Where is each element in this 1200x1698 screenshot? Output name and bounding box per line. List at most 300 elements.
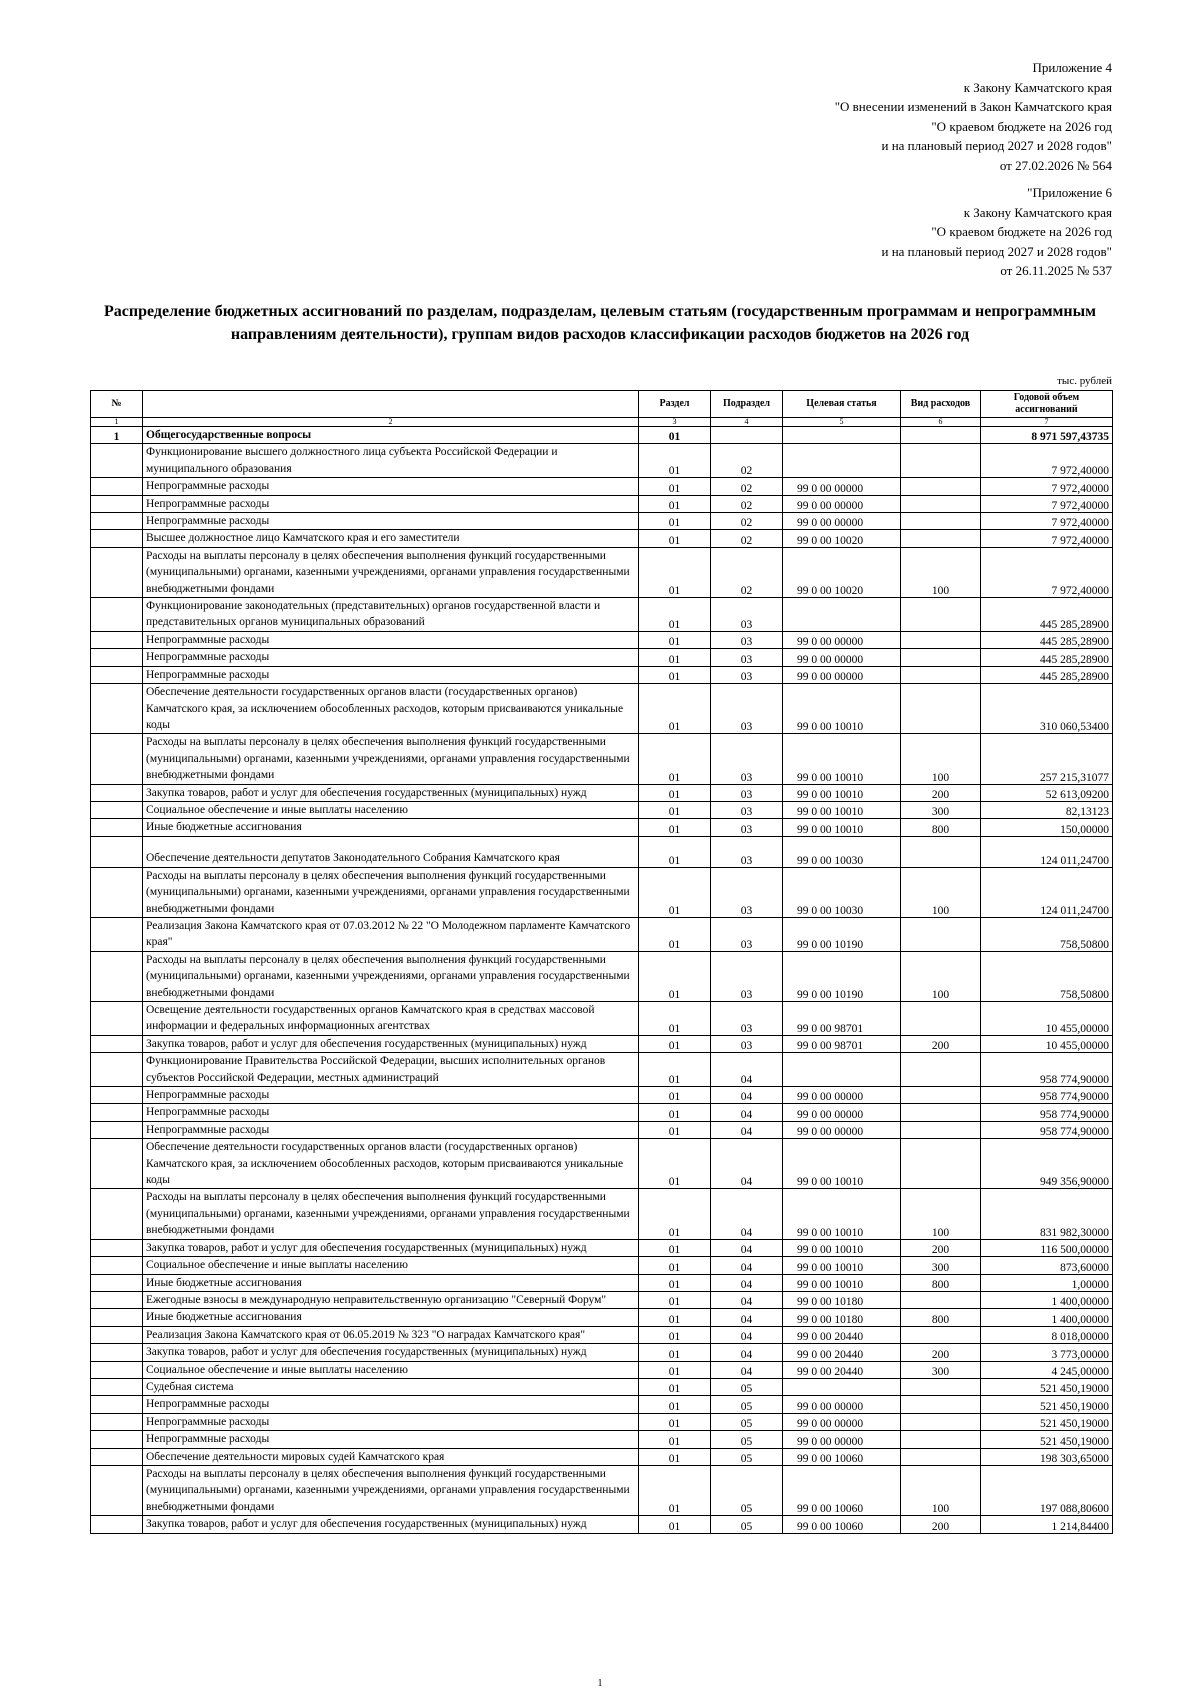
row-expense-type: 200 <box>901 1239 981 1256</box>
header-line: от 26.11.2025 № 537 <box>1000 263 1112 278</box>
row-target-article <box>783 444 901 478</box>
row-number <box>91 1002 143 1036</box>
row-name: Непрограммные расходы <box>143 666 639 683</box>
row-number <box>91 784 143 801</box>
row-target-article: 99 0 00 98701 <box>783 1002 901 1036</box>
row-name: Закупка товаров, работ и услуг для обеспечения государственных (муниципальных) нужд <box>143 1344 639 1361</box>
row-name: Реализация Закона Камчатского края от 07.03.2012 № 22 "О Молодежном парламенте Камчатского края" <box>143 917 639 951</box>
row-razdel: 01 <box>639 1431 711 1448</box>
row-number <box>91 598 143 632</box>
row-expense-type <box>901 1087 981 1104</box>
row-razdel: 01 <box>639 1448 711 1465</box>
table-row <box>91 1378 1113 1395</box>
row-number <box>91 1189 143 1239</box>
row-razdel: 01 <box>639 598 711 632</box>
table-row <box>91 836 1113 867</box>
row-expense-type: 100 <box>901 734 981 784</box>
row-name: Функционирование Правительства Российской Федерации, высших исполнительных органов субъектов Российской Федерации, местных администраций <box>143 1053 639 1087</box>
row-expense-type: 800 <box>901 1274 981 1291</box>
row-target-article: 99 0 00 00000 <box>783 495 901 512</box>
row-number <box>91 1344 143 1361</box>
table-header-row <box>91 391 1113 418</box>
row-amount: 445 285,28900 <box>981 598 1113 632</box>
row-expense-type: 300 <box>901 801 981 818</box>
row-number <box>91 1291 143 1308</box>
table-row <box>91 547 1113 597</box>
row-podrazdel: 05 <box>711 1448 783 1465</box>
row-target-article: 99 0 00 20440 <box>783 1326 901 1343</box>
row-podrazdel: 05 <box>711 1431 783 1448</box>
row-number <box>91 1239 143 1256</box>
row-podrazdel: 04 <box>711 1104 783 1121</box>
row-razdel: 01 <box>639 1396 711 1413</box>
row-target-article: 99 0 00 00000 <box>783 1396 901 1413</box>
row-target-article: 99 0 00 00000 <box>783 513 901 530</box>
row-name: Функционирование высшего должностного лица субъекта Российской Федерации и муниципального образования <box>143 444 639 478</box>
table-row <box>91 784 1113 801</box>
units-label: тыс. рублей <box>1057 375 1112 387</box>
header-line: "О внесении изменений в Закон Камчатского края <box>834 99 1112 114</box>
row-podrazdel: 03 <box>711 598 783 632</box>
row-razdel: 01 <box>639 1326 711 1343</box>
header-name <box>143 391 639 418</box>
row-number <box>91 836 143 867</box>
table-row <box>91 734 1113 784</box>
row-number <box>91 819 143 836</box>
row-number <box>91 1378 143 1395</box>
row-target-article: 99 0 00 10010 <box>783 734 901 784</box>
row-number <box>91 1465 143 1515</box>
row-podrazdel <box>711 427 783 444</box>
header-target-article: Целевая статья <box>783 391 901 418</box>
column-number: 2 <box>143 418 639 427</box>
header-annual-amount: Годовой объем ассигнований <box>981 391 1113 418</box>
table-row <box>91 1257 1113 1274</box>
row-expense-type <box>901 513 981 530</box>
row-podrazdel: 02 <box>711 444 783 478</box>
row-amount: 958 774,90000 <box>981 1121 1113 1138</box>
row-amount: 7 972,40000 <box>981 547 1113 597</box>
row-razdel: 01 <box>639 495 711 512</box>
table-row <box>91 495 1113 512</box>
row-expense-type: 100 <box>901 951 981 1001</box>
table-row <box>91 1035 1113 1052</box>
row-amount: 8 018,00000 <box>981 1326 1113 1343</box>
row-name: Закупка товаров, работ и услуг для обеспечения государственных (муниципальных) нужд <box>143 1239 639 1256</box>
row-number <box>91 649 143 666</box>
row-number <box>91 1087 143 1104</box>
row-target-article: 99 0 00 10190 <box>783 951 901 1001</box>
row-amount: 521 450,19000 <box>981 1413 1113 1430</box>
header-expense-type: Вид расходов <box>901 391 981 418</box>
table-row <box>91 1002 1113 1036</box>
row-podrazdel: 02 <box>711 513 783 530</box>
column-number: 3 <box>639 418 711 427</box>
row-amount: 7 972,40000 <box>981 495 1113 512</box>
row-target-article: 99 0 00 10030 <box>783 867 901 917</box>
table-row <box>91 598 1113 632</box>
header-line: и на плановый период 2027 и 2028 годов" <box>881 138 1112 153</box>
row-razdel: 01 <box>639 427 711 444</box>
row-razdel: 01 <box>639 1053 711 1087</box>
table-row <box>91 801 1113 818</box>
row-podrazdel: 02 <box>711 495 783 512</box>
row-podrazdel: 05 <box>711 1396 783 1413</box>
row-razdel: 01 <box>639 666 711 683</box>
row-target-article: 99 0 00 00000 <box>783 1087 901 1104</box>
row-target-article: 99 0 00 10030 <box>783 836 901 867</box>
row-amount: 4 245,00000 <box>981 1361 1113 1378</box>
row-amount: 52 613,09200 <box>981 784 1113 801</box>
row-razdel: 01 <box>639 1413 711 1430</box>
row-amount: 7 972,40000 <box>981 478 1113 495</box>
row-amount: 445 285,28900 <box>981 649 1113 666</box>
row-podrazdel: 05 <box>711 1516 783 1533</box>
row-target-article <box>783 427 901 444</box>
row-razdel: 01 <box>639 631 711 648</box>
header-podrazdel: Подраздел <box>711 391 783 418</box>
table-row <box>91 513 1113 530</box>
row-expense-type <box>901 631 981 648</box>
row-amount: 521 450,19000 <box>981 1396 1113 1413</box>
row-name: Непрограммные расходы <box>143 1121 639 1138</box>
row-amount: 3 773,00000 <box>981 1344 1113 1361</box>
row-razdel: 01 <box>639 1465 711 1515</box>
row-podrazdel: 04 <box>711 1309 783 1326</box>
row-podrazdel: 03 <box>711 631 783 648</box>
row-razdel: 01 <box>639 1291 711 1308</box>
row-amount: 958 774,90000 <box>981 1087 1113 1104</box>
row-amount: 82,13123 <box>981 801 1113 818</box>
row-razdel: 01 <box>639 1257 711 1274</box>
table-row <box>91 1413 1113 1430</box>
row-number <box>91 1448 143 1465</box>
row-target-article: 99 0 00 10010 <box>783 1189 901 1239</box>
row-expense-type: 200 <box>901 1035 981 1052</box>
row-number <box>91 1516 143 1533</box>
row-razdel: 01 <box>639 801 711 818</box>
row-podrazdel: 05 <box>711 1378 783 1395</box>
row-number <box>91 734 143 784</box>
row-razdel: 01 <box>639 1378 711 1395</box>
row-podrazdel: 04 <box>711 1344 783 1361</box>
table-row <box>91 1291 1113 1308</box>
row-target-article <box>783 598 901 632</box>
row-target-article: 99 0 00 10020 <box>783 530 901 547</box>
table-row <box>91 666 1113 683</box>
row-expense-type <box>901 1104 981 1121</box>
row-expense-type <box>901 444 981 478</box>
row-number <box>91 495 143 512</box>
row-name: Расходы на выплаты персоналу в целях обеспечения выполнения функций государственными (муниципальными) органами, казенными учреждениями, органами управления государственными внебюджетными фондами <box>143 951 639 1001</box>
row-target-article: 99 0 00 10010 <box>783 801 901 818</box>
table-row <box>91 1239 1113 1256</box>
row-expense-type <box>901 1002 981 1036</box>
row-target-article: 99 0 00 00000 <box>783 631 901 648</box>
row-expense-type <box>901 1431 981 1448</box>
row-number <box>91 801 143 818</box>
row-target-article: 99 0 00 10010 <box>783 819 901 836</box>
row-expense-type <box>901 1291 981 1308</box>
table-row <box>91 819 1113 836</box>
row-target-article: 99 0 00 10180 <box>783 1291 901 1308</box>
table-row <box>91 649 1113 666</box>
row-podrazdel: 03 <box>711 819 783 836</box>
row-amount: 1,00000 <box>981 1274 1113 1291</box>
column-number: 4 <box>711 418 783 427</box>
row-razdel: 01 <box>639 513 711 530</box>
row-name: Социальное обеспечение и иные выплаты населению <box>143 801 639 818</box>
row-amount: 1 214,84400 <box>981 1516 1113 1533</box>
row-number <box>91 513 143 530</box>
row-razdel: 01 <box>639 649 711 666</box>
row-razdel: 01 <box>639 784 711 801</box>
row-name: Расходы на выплаты персоналу в целях обеспечения выполнения функций государственными (муниципальными) органами, казенными учреждениями, органами управления государственными внебюджетными фондами <box>143 1189 639 1239</box>
row-expense-type <box>901 1121 981 1138</box>
row-name: Непрограммные расходы <box>143 513 639 530</box>
row-razdel: 01 <box>639 1002 711 1036</box>
row-target-article: 99 0 00 00000 <box>783 1104 901 1121</box>
row-expense-type: 100 <box>901 867 981 917</box>
row-podrazdel: 03 <box>711 649 783 666</box>
row-amount: 1 400,00000 <box>981 1291 1113 1308</box>
row-name: Расходы на выплаты персоналу в целях обеспечения выполнения функций государственными (муниципальными) органами, казенными учреждениями, органами управления государственными внебюджетными фондами <box>143 547 639 597</box>
header-line: "Приложение 6 <box>1027 185 1112 200</box>
row-podrazdel: 03 <box>711 951 783 1001</box>
row-podrazdel: 04 <box>711 1053 783 1087</box>
row-razdel: 01 <box>639 1516 711 1533</box>
row-expense-type <box>901 649 981 666</box>
row-razdel: 01 <box>639 951 711 1001</box>
row-podrazdel: 02 <box>711 530 783 547</box>
row-razdel: 01 <box>639 836 711 867</box>
row-expense-type <box>901 1396 981 1413</box>
table-row <box>91 1309 1113 1326</box>
row-expense-type <box>901 1413 981 1430</box>
row-razdel: 01 <box>639 734 711 784</box>
row-target-article: 99 0 00 10010 <box>783 1257 901 1274</box>
row-amount: 958 774,90000 <box>981 1104 1113 1121</box>
table-row <box>91 1344 1113 1361</box>
column-number: 1 <box>91 418 143 427</box>
row-name: Непрограммные расходы <box>143 495 639 512</box>
row-expense-type: 800 <box>901 819 981 836</box>
page-number: 1 <box>597 1678 603 1689</box>
row-name: Освещение деятельности государственных органов Камчатского края в средствах массовой информации и федеральных информационных агентствах <box>143 1002 639 1036</box>
row-name: Непрограммные расходы <box>143 649 639 666</box>
row-target-article: 99 0 00 00000 <box>783 1413 901 1430</box>
row-razdel: 01 <box>639 1035 711 1052</box>
table-row <box>91 1448 1113 1465</box>
row-expense-type <box>901 684 981 734</box>
row-number <box>91 478 143 495</box>
row-amount: 958 774,90000 <box>981 1053 1113 1087</box>
row-amount: 198 303,65000 <box>981 1448 1113 1465</box>
table-row <box>91 867 1113 917</box>
row-target-article: 99 0 00 10060 <box>783 1465 901 1515</box>
row-podrazdel: 04 <box>711 1326 783 1343</box>
row-name: Непрограммные расходы <box>143 631 639 648</box>
row-razdel: 01 <box>639 1274 711 1291</box>
row-expense-type: 300 <box>901 1361 981 1378</box>
row-podrazdel: 03 <box>711 684 783 734</box>
row-razdel: 01 <box>639 867 711 917</box>
table-row <box>91 951 1113 1001</box>
row-number <box>91 1431 143 1448</box>
row-target-article: 99 0 00 10010 <box>783 784 901 801</box>
row-number <box>91 1309 143 1326</box>
table-row <box>91 631 1113 648</box>
column-number: 7 <box>981 418 1113 427</box>
row-amount: 7 972,40000 <box>981 530 1113 547</box>
row-name: Высшее должностное лицо Камчатского края и его заместители <box>143 530 639 547</box>
row-razdel: 01 <box>639 1344 711 1361</box>
table-row <box>91 1274 1113 1291</box>
header-line: к Закону Камчатского края <box>963 79 1112 95</box>
row-podrazdel: 02 <box>711 478 783 495</box>
table-row <box>91 1465 1113 1515</box>
row-target-article: 99 0 00 98701 <box>783 1035 901 1052</box>
row-name: Социальное обеспечение и иные выплаты населению <box>143 1361 639 1378</box>
row-expense-type <box>901 1326 981 1343</box>
row-target-article: 99 0 00 10060 <box>783 1516 901 1533</box>
appendix-header <box>835 58 1112 175</box>
row-target-article: 99 0 00 00000 <box>783 666 901 683</box>
row-expense-type: 100 <box>901 1189 981 1239</box>
row-amount: 116 500,00000 <box>981 1239 1113 1256</box>
row-number: 1 <box>91 427 143 444</box>
row-podrazdel: 04 <box>711 1291 783 1308</box>
row-razdel: 01 <box>639 530 711 547</box>
row-amount: 1 400,00000 <box>981 1309 1113 1326</box>
column-number: 5 <box>783 418 901 427</box>
header-line: и на плановый период 2027 и 2028 годов" <box>881 243 1112 259</box>
table-row <box>91 1361 1113 1378</box>
row-expense-type <box>901 427 981 444</box>
table-body <box>91 427 1113 1534</box>
row-number <box>91 867 143 917</box>
row-target-article: 99 0 00 10010 <box>783 684 901 734</box>
row-amount: 310 060,53400 <box>981 684 1113 734</box>
row-number <box>91 1139 143 1189</box>
row-razdel: 01 <box>639 478 711 495</box>
header-line: Приложение 4 <box>1032 60 1112 75</box>
row-number <box>91 1396 143 1413</box>
row-amount: 257 215,31077 <box>981 734 1113 784</box>
row-razdel: 01 <box>639 547 711 597</box>
column-number: 6 <box>901 418 981 427</box>
header-razdel: Раздел <box>639 391 711 418</box>
header-line: "О краевом бюджете на 2026 год <box>931 118 1112 134</box>
row-podrazdel: 04 <box>711 1274 783 1291</box>
row-name: Расходы на выплаты персоналу в целях обеспечения выполнения функций государственными (муниципальными) органами, казенными учреждениями, органами управления государственными внебюджетными фондами <box>143 1465 639 1515</box>
row-podrazdel: 03 <box>711 1002 783 1036</box>
table-row <box>91 1104 1113 1121</box>
row-name: Ежегодные взносы в международную неправительственную организацию "Северный Форум" <box>143 1291 639 1308</box>
table-row <box>91 1189 1113 1239</box>
row-amount: 10 455,00000 <box>981 1002 1113 1036</box>
row-podrazdel: 05 <box>711 1413 783 1430</box>
row-expense-type <box>901 1139 981 1189</box>
row-podrazdel: 03 <box>711 666 783 683</box>
row-name: Закупка товаров, работ и услуг для обеспечения государственных (муниципальных) нужд <box>143 784 639 801</box>
row-target-article: 99 0 00 00000 <box>783 478 901 495</box>
row-amount: 521 450,19000 <box>981 1378 1113 1395</box>
row-name: Расходы на выплаты персоналу в целях обеспечения выполнения функций государственными (муниципальными) органами, казенными учреждениями, органами управления государственными внебюджетными фондами <box>143 734 639 784</box>
row-name: Непрограммные расходы <box>143 478 639 495</box>
row-number <box>91 951 143 1001</box>
row-target-article: 99 0 00 10060 <box>783 1448 901 1465</box>
row-razdel: 01 <box>639 1361 711 1378</box>
row-expense-type: 100 <box>901 1465 981 1515</box>
row-amount: 831 982,30000 <box>981 1189 1113 1239</box>
row-number <box>91 1053 143 1087</box>
row-name: Иные бюджетные ассигнования <box>143 1309 639 1326</box>
row-razdel: 01 <box>639 917 711 951</box>
document-title: Распределение бюджетных ассигнований по разделам, подразделам, целевым статьям (государственным программам и непрограммным направлениям деятельности), группам видов расходов классификации расходов бюджетов на 2026 год <box>104 303 1096 343</box>
row-target-article: 99 0 00 10010 <box>783 1139 901 1189</box>
column-number-row <box>91 418 1113 427</box>
row-podrazdel: 03 <box>711 801 783 818</box>
row-number <box>91 547 143 597</box>
row-target-article <box>783 1378 901 1395</box>
row-target-article: 99 0 00 20440 <box>783 1361 901 1378</box>
row-name: Функционирование законодательных (представительных) органов государственной власти и представительных органов муниципальных образований <box>143 598 639 632</box>
row-podrazdel: 04 <box>711 1361 783 1378</box>
row-target-article: 99 0 00 20440 <box>783 1344 901 1361</box>
row-expense-type: 800 <box>901 1309 981 1326</box>
table-row <box>91 1326 1113 1343</box>
row-podrazdel: 04 <box>711 1121 783 1138</box>
row-name: Социальное обеспечение и иные выплаты населению <box>143 1257 639 1274</box>
table-row <box>91 478 1113 495</box>
row-amount: 7 972,40000 <box>981 444 1113 478</box>
row-razdel: 01 <box>639 819 711 836</box>
header-num: № <box>91 391 143 418</box>
row-razdel: 01 <box>639 1087 711 1104</box>
row-amount: 758,50800 <box>981 917 1113 951</box>
table-row <box>91 444 1113 478</box>
row-expense-type: 200 <box>901 1516 981 1533</box>
row-expense-type <box>901 495 981 512</box>
row-name: Обеспечение деятельности государственных органов власти (государственных органов) Камчатского края, за исключением обособленных расходов, которым присваиваются уникальные коды <box>143 684 639 734</box>
row-amount: 8 971 597,43735 <box>981 427 1113 444</box>
table-row <box>91 530 1113 547</box>
row-number <box>91 1121 143 1138</box>
row-number <box>91 530 143 547</box>
row-razdel: 01 <box>639 1121 711 1138</box>
row-expense-type <box>901 478 981 495</box>
row-number <box>91 917 143 951</box>
row-name: Непрограммные расходы <box>143 1413 639 1430</box>
row-razdel: 01 <box>639 684 711 734</box>
row-expense-type: 100 <box>901 547 981 597</box>
row-name: Непрограммные расходы <box>143 1431 639 1448</box>
row-expense-type: 300 <box>901 1257 981 1274</box>
row-name: Непрограммные расходы <box>143 1087 639 1104</box>
row-podrazdel: 03 <box>711 917 783 951</box>
row-amount: 758,50800 <box>981 951 1113 1001</box>
header-line: к Закону Камчатского края <box>963 204 1112 220</box>
row-podrazdel: 03 <box>711 836 783 867</box>
row-target-article: 99 0 00 00000 <box>783 1431 901 1448</box>
row-name: Непрограммные расходы <box>143 1396 639 1413</box>
row-number <box>91 1326 143 1343</box>
row-podrazdel: 04 <box>711 1239 783 1256</box>
row-expense-type <box>901 666 981 683</box>
row-number <box>91 1274 143 1291</box>
row-expense-type <box>901 598 981 632</box>
